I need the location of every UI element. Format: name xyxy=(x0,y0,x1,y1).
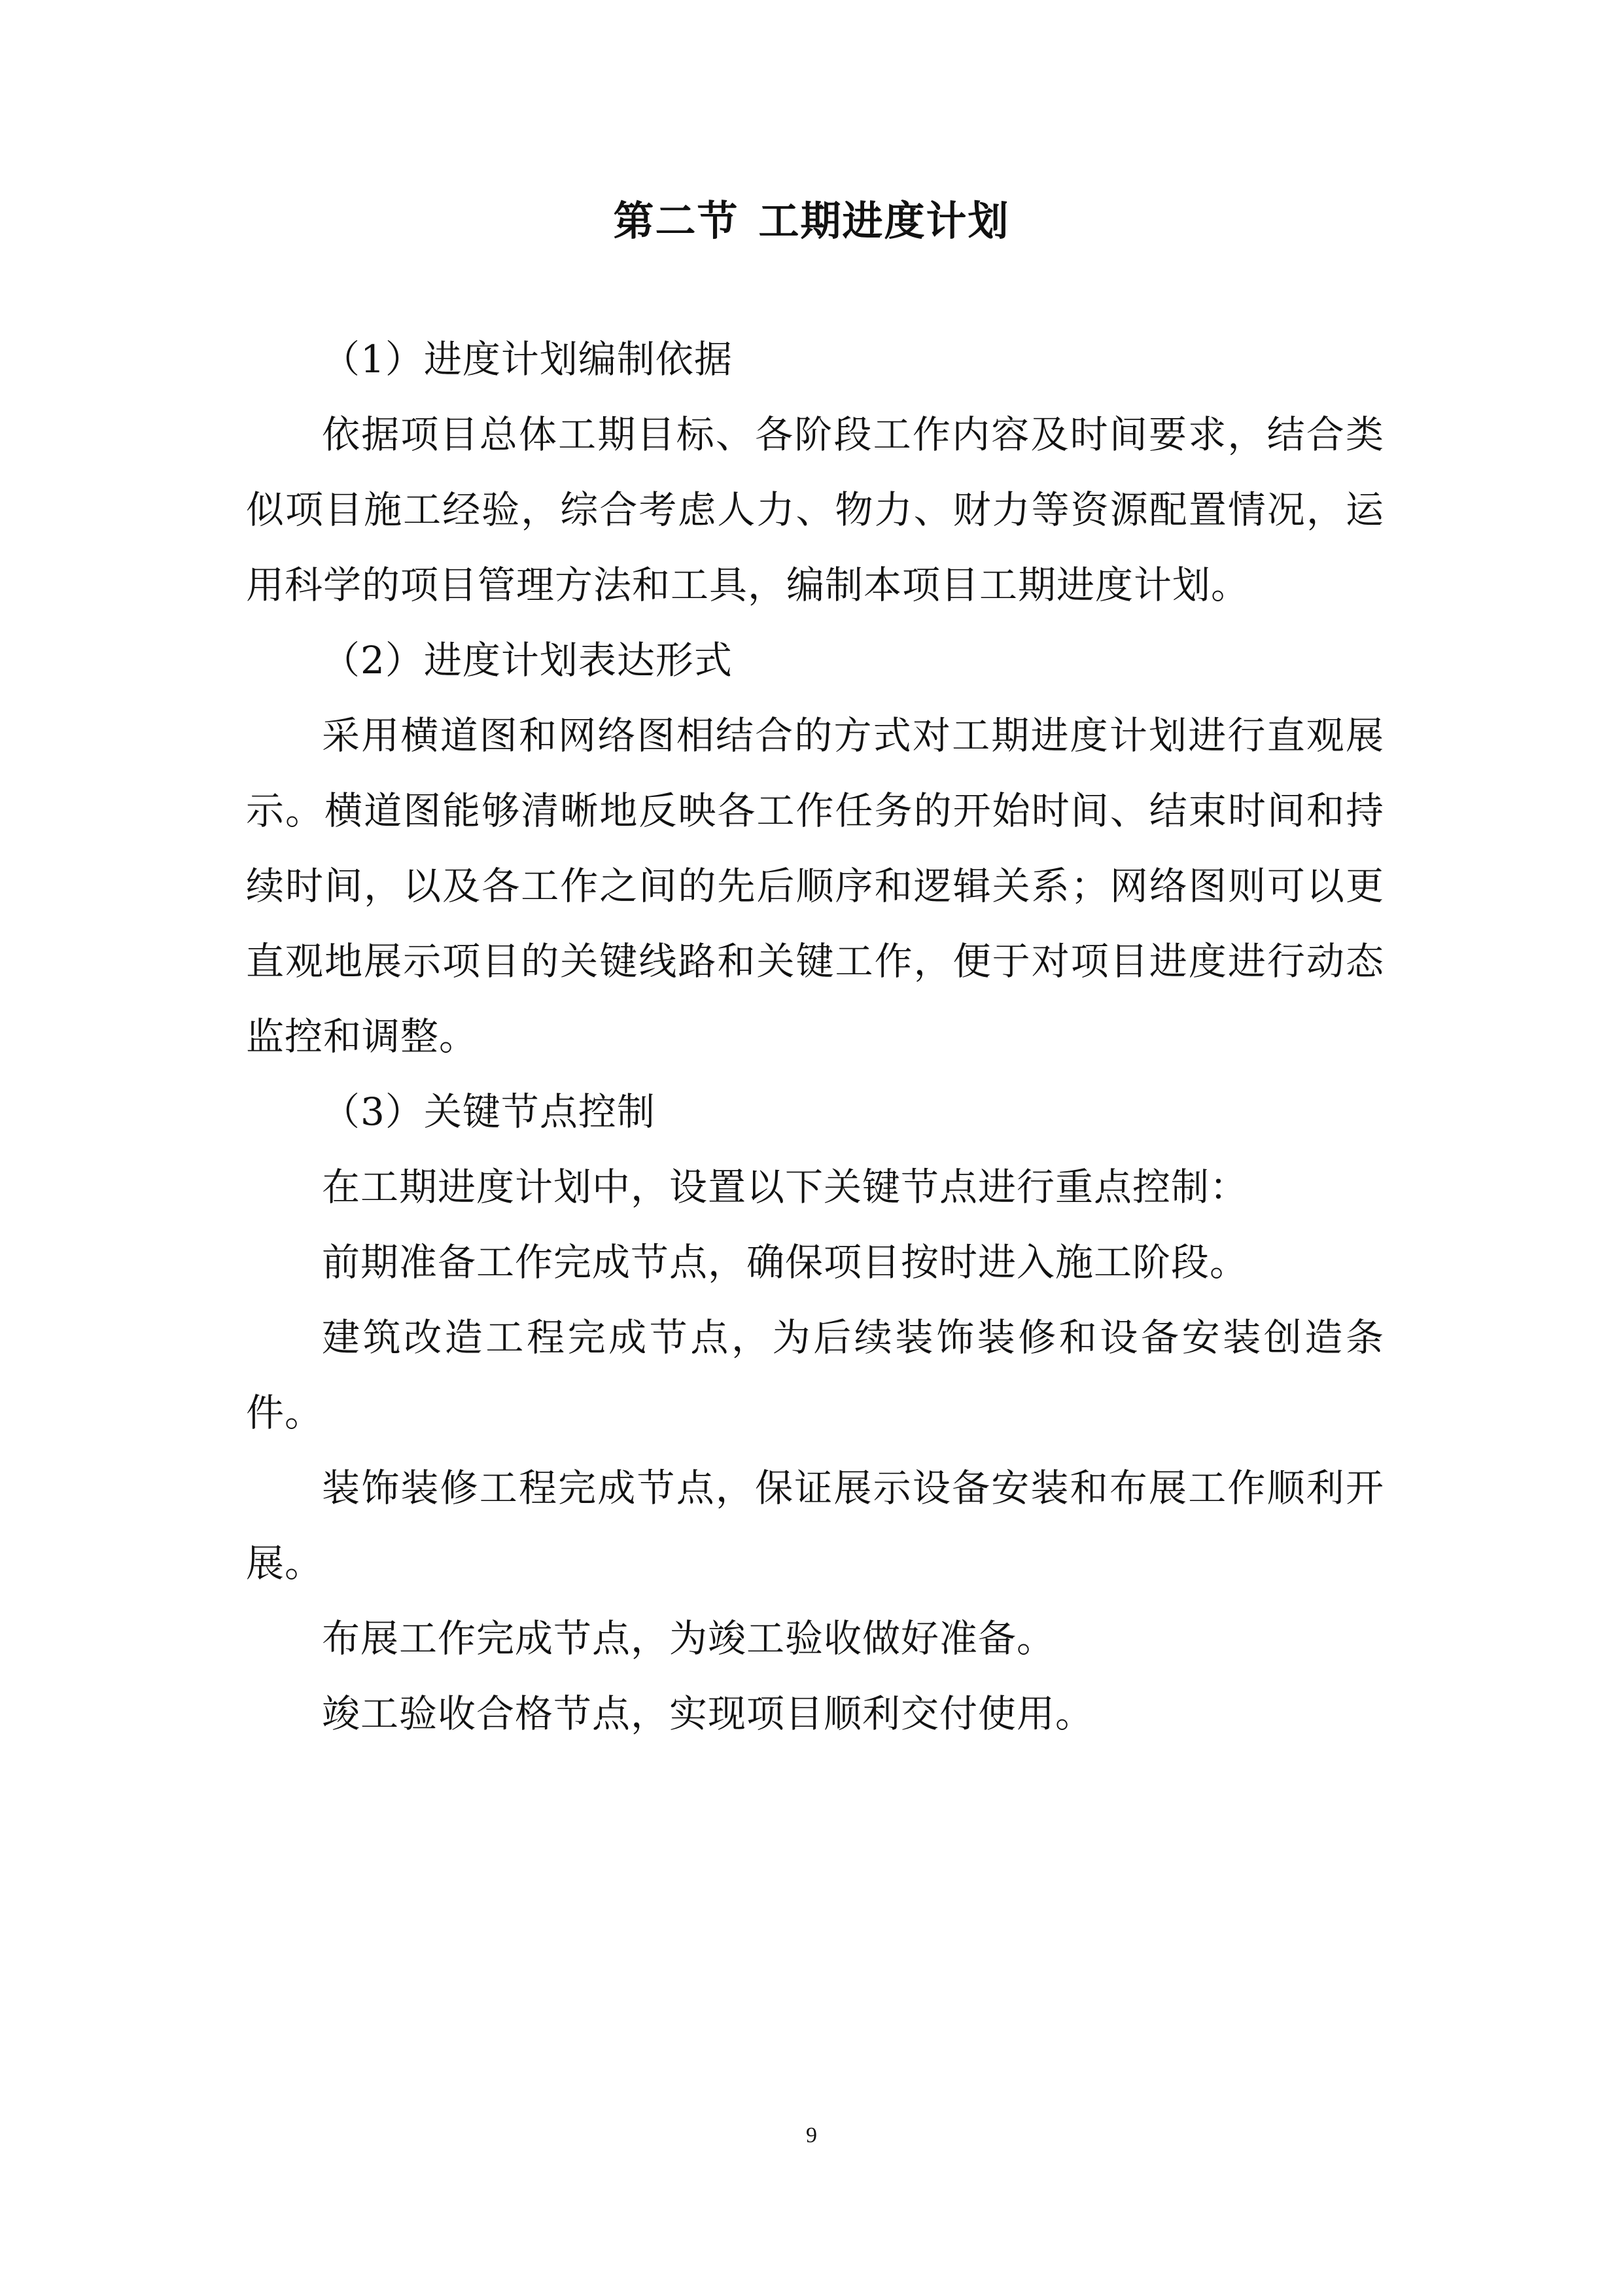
paragraph-basis: 依据项目总体工期目标、各阶段工作内容及时间要求，结合类似项目施工经验，综合考虑人力、物力、财力等资源配置情况，运用科学的项目管理方法和工具，编制本项目工期进度计划。 xyxy=(246,412,1384,607)
subheading-key-nodes: （3）关键节点控制 xyxy=(322,1089,655,1134)
section-heading: 工期进度计划 xyxy=(758,197,1010,245)
key-node-item: 建筑改造工程完成节点，为后续装饰装修和设备安装创造条件。 xyxy=(246,1315,1384,1435)
page-number: 9 xyxy=(806,2123,817,2147)
key-node-item: 前期准备工作完成节点，确保项目按时进入施工阶段。 xyxy=(322,1240,1249,1284)
subheading-expression: （2）进度计划表达形式 xyxy=(322,638,733,682)
key-node-item: 装饰装修工程完成节点，保证展示设备安装和布展工作顺利开展。 xyxy=(246,1466,1384,1585)
section-number: 第二节 xyxy=(613,197,739,245)
subheading-basis: （1）进度计划编制依据 xyxy=(322,337,733,381)
key-node-item: 竣工验收合格节点，实现项目顺利交付使用。 xyxy=(322,1691,1094,1736)
key-node-item: 布展工作完成节点，为竣工验收做好准备。 xyxy=(322,1616,1056,1661)
paragraph-key-nodes-intro: 在工期进度计划中，设置以下关键节点进行重点控制： xyxy=(322,1165,1249,1209)
document-body xyxy=(246,322,1384,1752)
paragraph-expression: 采用横道图和网络图相结合的方式对工期进度计划进行直观展示。横道图能够清晰地反映各工作任务的开始时间、结束时间和持续时间，以及各工作之间的先后顺序和逻辑关系；网络图则可以更直观地展示项目的关键线路和关键工作，便于对项目进度进行动态监控和调整。 xyxy=(246,713,1384,1059)
section-title xyxy=(0,195,1623,247)
